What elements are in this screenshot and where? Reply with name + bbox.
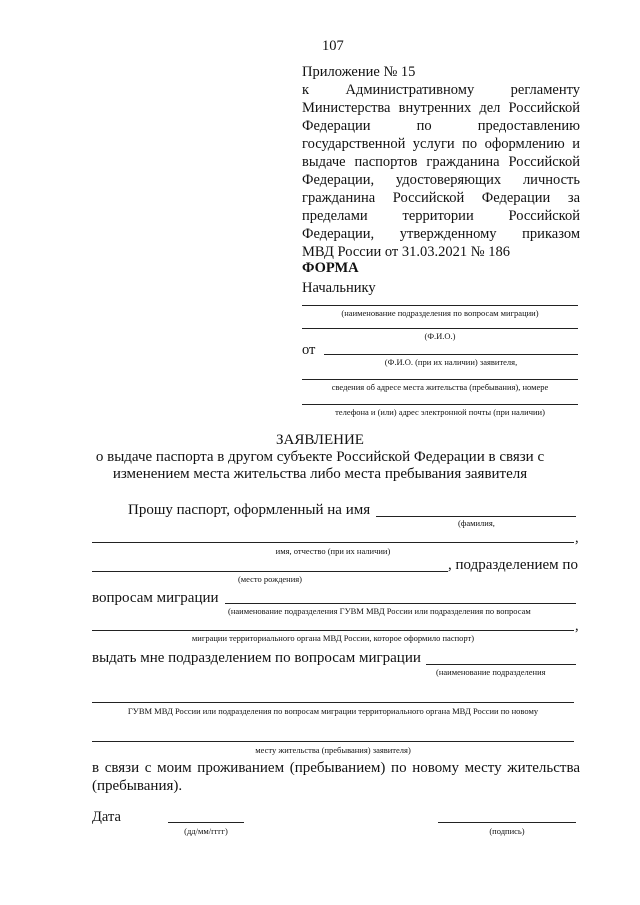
appendix-line: выдаче паспортов гражданина Российской [302, 154, 580, 170]
hint-surname: (фамилия, [458, 518, 495, 528]
hint-name: имя, отчество (при их наличии) [275, 546, 391, 556]
hint-unit-name: (наименование подразделения [436, 667, 546, 677]
contacts-field-line[interactable] [302, 404, 578, 405]
comma: , [575, 530, 579, 546]
appendix-line: государственной услуги по оформлению и [302, 136, 580, 152]
appendix-line: Министерства внутренних дел Российской [302, 100, 580, 116]
gumv-new-field-line[interactable] [92, 702, 574, 703]
applicant-field-line[interactable] [324, 354, 578, 355]
gumv-field-line-2[interactable] [92, 630, 574, 631]
from-label: от [302, 342, 316, 358]
name-field-line[interactable] [92, 542, 574, 543]
form-label: ФОРМА [302, 260, 359, 276]
statement-title: ЗАЯВЛЕНИЕ [276, 432, 364, 448]
hint-new-place: месту жительства (пребывания) заявителя) [255, 745, 411, 755]
surname-field-line[interactable] [376, 516, 576, 517]
appendix-title: Приложение № 15 [302, 64, 416, 80]
addressee-to: Начальнику [302, 280, 376, 296]
hint-gumv-2: миграции территориального органа МВД России, которое оформило паспорт) [191, 633, 475, 643]
date-label: Дата [92, 809, 121, 825]
appendix-line: пределами территории Российской [302, 208, 580, 224]
appendix-line: гражданина Российской Федерации за [302, 190, 580, 206]
appendix-line: Федерации, утвержденному приказом [302, 226, 580, 242]
issued-by-text: , подразделением по [448, 557, 578, 573]
address-field-line[interactable] [302, 379, 578, 380]
issue-me-text: выдать мне подразделением по вопросам миграции [92, 650, 421, 666]
hint-contacts: телефона и (или) адрес электронной почты (при наличии) [335, 407, 545, 417]
comma: , [575, 618, 579, 634]
statement-subtitle-2: изменением места жительства либо места пребывания заявителя [112, 466, 528, 482]
hint-applicant: (Ф.И.О. (при их наличии) заявителя, [384, 357, 518, 367]
hint-gumv-1: (наименование подразделения ГУВМ МВД России или подразделения по вопросам [228, 606, 531, 616]
signature-field-line[interactable] [438, 822, 576, 823]
appendix-line: Федерации по предоставлению [302, 118, 580, 134]
hint-unit: (наименование подразделения по вопросам миграции) [341, 308, 539, 318]
hint-gumv-3: ГУВМ МВД России или подразделения по вопросам миграции территориального органа МВД России по новому [127, 706, 539, 716]
appendix-line: Федерации, удостоверяющих личность [302, 172, 580, 188]
hint-fio: (Ф.И.О.) [424, 331, 456, 341]
appendix-last-line: МВД России от 31.03.2021 № 186 [302, 244, 510, 260]
request-text: Прошу паспорт, оформленный на имя [128, 502, 371, 518]
appendix-line: к Административному регламенту [302, 82, 580, 98]
date-field-line[interactable] [168, 822, 244, 823]
hint-date: (дд/мм/гггг) [184, 826, 228, 836]
page-number: 107 [322, 38, 344, 54]
fio-field-line[interactable] [302, 328, 578, 329]
unit-field-line[interactable] [302, 305, 578, 306]
reason-line-2: (пребывания). [92, 778, 183, 794]
birthplace-field-line[interactable] [92, 571, 448, 572]
gumv-field-line[interactable] [225, 603, 576, 604]
hint-signature: (подпись) [489, 826, 525, 836]
hint-address: сведения об адресе места жительства (пребывания), номере [331, 382, 549, 392]
migration-label: вопросам миграции [92, 590, 219, 606]
reason-line-1: в связи с моим проживанием (пребыванием) по новому месту жительства [92, 760, 580, 776]
statement-subtitle-1: о выдаче паспорта в другом субъекте Российской Федерации в связи с [95, 449, 545, 465]
unit-name-field-line[interactable] [426, 664, 576, 665]
hint-birthplace: (место рождения) [237, 574, 303, 584]
new-place-field-line[interactable] [92, 741, 574, 742]
